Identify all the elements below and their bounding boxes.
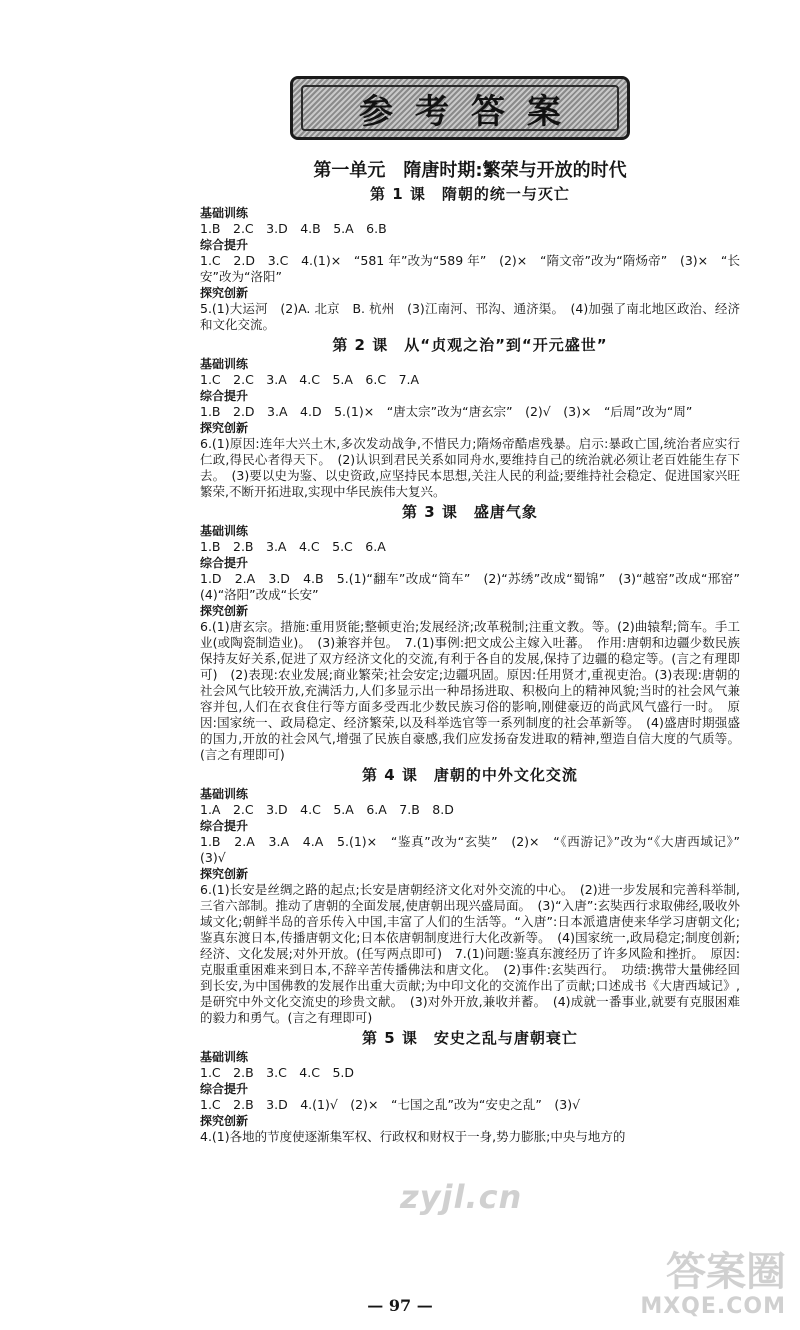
section-basic-training: 基础训练 xyxy=(200,1050,249,1064)
section-exploration: 探究创新 xyxy=(200,421,249,435)
answer-text: 6.(1)唐玄宗。措施:重用贤能;整顿吏治;发展经济;改革税制;注重文教。等。(2)曲辕犁;筒车。手工业(或陶瓷制造业)。 (3)兼容并包。 7.(1)事例:把文成公主嫁入吐蕃。 作用:唐朝和边疆少数民族保持友好关系,促进了双方经济文化的交流,有利于各自的发展,保持了边疆的稳定等。(言之有理即可) (2)表现:农业发展;商业繁荣;社会安定;边疆巩固。原因:任用贤才,重视吏治。(3)表现:唐朝的社会风气比较开放,充满活力,人们多显示出一种昂扬进取、积极向上的精神风貌;当时的社会风气兼容并包,人们在衣食住行等方面多受西北少数民族习俗的影响,刚健豪迈的尚武风气盛行一时。 原因:国家统一、政局稳定、经济繁荣,以及科举选官等一系列制度的社会革新等。 (4)盛唐时期强盛的国力,开放的社会风气,增强了民族自豪感,我们应发扬奋发进取的精神,塑造自信大度的气质等。(言之有理即可) xyxy=(200,619,740,762)
lesson-3 xyxy=(200,502,753,763)
watermark-text: zyjl.cn xyxy=(400,1178,523,1216)
lesson-5 xyxy=(200,1028,740,1145)
corner-logo xyxy=(596,1250,786,1330)
lesson-1 xyxy=(200,184,740,333)
lesson-title: 第 1 课 隋朝的统一与灭亡 xyxy=(370,185,570,203)
section-comprehensive: 综合提升 xyxy=(200,556,249,570)
answer-text: 1.D 2.A 3.D 4.B 5.(1)“翻车”改成“筒车” (2)“苏绣”改成“蜀锦” (3)“越窑”改成“邢窑” (4)“洛阳”改成“长安” xyxy=(200,571,753,602)
lesson-2 xyxy=(200,335,740,500)
answer-text: 1.A 2.C 3.D 4.C 5.A 6.A 7.B 8.D xyxy=(200,802,454,817)
section-basic-training: 基础训练 xyxy=(200,787,249,801)
lesson-title: 第 2 课 从“贞观之治”到“开元盛世” xyxy=(332,336,608,354)
section-exploration: 探究创新 xyxy=(200,604,249,618)
answer-text: 6.(1)长安是丝绸之路的起点;长安是唐朝经济文化对外交流的中心。 (2)进一步发展和完善科举制,三省六部制。推动了唐朝的全面发展,使唐朝出现兴盛局面。 (3)“入唐”:玄奘西行求取佛经,吸收外域文化;朝鲜半岛的音乐传入中国,丰富了人们的生活等。“入唐”:日本派遣唐使来华学习唐朝文化;鉴真东渡日本,传播唐朝文化;日本依唐朝制度进行大化改新等。 (4)国家统一,政局稳定;制度创新;经济、文化发展;对外开放。(任写两点即可) 7.(1)问题:鉴真东渡经历了许多风险和挫折。 原因:克服重重困难来到日本,不辞辛苦传播佛法和唐文化。 (2)事件:玄奘西行。 功绩:携带大量佛经回到长安,为中国佛教的发展作出重大贡献;为中印文化的交流作出了贡献;口述成书《大唐西域记》,是研究中外文化交流史的珍贵文献。 (3)对外开放,兼收并蓄。 (4)成就一番事业,就要有克服困难的毅力和勇气。(言之有理即可) xyxy=(200,882,740,1025)
section-comprehensive: 综合提升 xyxy=(200,1082,249,1096)
section-basic-training: 基础训练 xyxy=(200,206,249,220)
answer-text: 5.(1)大运河 (2)A. 北京 B. 杭州 (3)江南河、邗沟、通济渠。 (4)加强了南北地区政治、经济和文化交流。 xyxy=(200,301,740,332)
page-number: — 97 — xyxy=(367,1296,433,1315)
corner-logo-text: 答案圈 xyxy=(666,1249,786,1295)
answer-text: 1.B 2.D 3.A 4.D 5.(1)× “唐太宗”改为“唐玄宗” (2)√ (3)× “后周”改为“周” xyxy=(200,404,693,419)
banner-inner-frame xyxy=(301,85,619,131)
lesson-title: 第 4 课 唐朝的中外文化交流 xyxy=(362,766,578,784)
section-comprehensive: 综合提升 xyxy=(200,389,249,403)
section-basic-training: 基础训练 xyxy=(200,357,249,371)
answer-content xyxy=(200,160,753,1145)
section-exploration: 探究创新 xyxy=(200,867,249,881)
answer-text: 1.B 2.C 3.D 4.B 5.A 6.B xyxy=(200,221,387,236)
answer-key-banner xyxy=(290,76,630,140)
answer-text: 1.C 2.C 3.A 4.C 5.A 6.C 7.A xyxy=(200,372,420,387)
answer-text: 1.C 2.D 3.C 4.(1)× “581 年”改为“589 年” (2)× “隋文帝”改为“隋炀帝” (3)× “长安”改为“洛阳” xyxy=(200,253,740,284)
answer-text: 1.C 2.B 3.D 4.(1)√ (2)× “七国之乱”改为“安史之乱” (3)√ xyxy=(200,1097,581,1112)
lesson-title: 第 3 课 盛唐气象 xyxy=(402,503,538,521)
lesson-title: 第 5 课 安史之乱与唐朝衰亡 xyxy=(362,1029,578,1047)
lesson-4 xyxy=(200,765,753,1026)
answer-text: 1.C 2.B 3.C 4.C 5.D xyxy=(200,1065,355,1080)
answer-text: 1.B 2.B 3.A 4.C 5.C 6.A xyxy=(200,539,386,554)
unit-title: 第一单元 隋唐时期:繁荣与开放的时代 xyxy=(313,160,627,181)
section-comprehensive: 综合提升 xyxy=(200,238,249,252)
section-exploration: 探究创新 xyxy=(200,286,249,300)
corner-logo-site: MXQE.COM xyxy=(640,1294,786,1319)
section-basic-training: 基础训练 xyxy=(200,524,249,538)
section-exploration: 探究创新 xyxy=(200,1114,249,1128)
section-comprehensive: 综合提升 xyxy=(200,819,249,833)
answer-text: 1.B 2.A 3.A 4.A 5.(1)× “鉴真”改为“玄奘” (2)× “《西游记》”改为“《大唐西域记》” (3)√ xyxy=(200,834,753,865)
banner-title: 参考答案 xyxy=(359,91,583,132)
answer-text: 4.(1)各地的节度使逐渐集军权、行政权和财权于一身,势力膨胀;中央与地方的 xyxy=(200,1129,626,1144)
answer-text: 6.(1)原因:连年大兴土木,多次发动战争,不惜民力;隋炀帝酷虐残暴。启示:暴政亡国,统治者应实行仁政,得民心者得天下。 (2)认识到君民关系如同舟水,要维持自己的统治就必须让老百姓能生存下去。 (3)要以史为鉴、以史资政,应坚持民本思想,关注人民的利益;要维持社会稳定、促进国家兴旺繁荣,不断开拓进取,实现中华民族伟大复兴。 xyxy=(200,436,740,499)
